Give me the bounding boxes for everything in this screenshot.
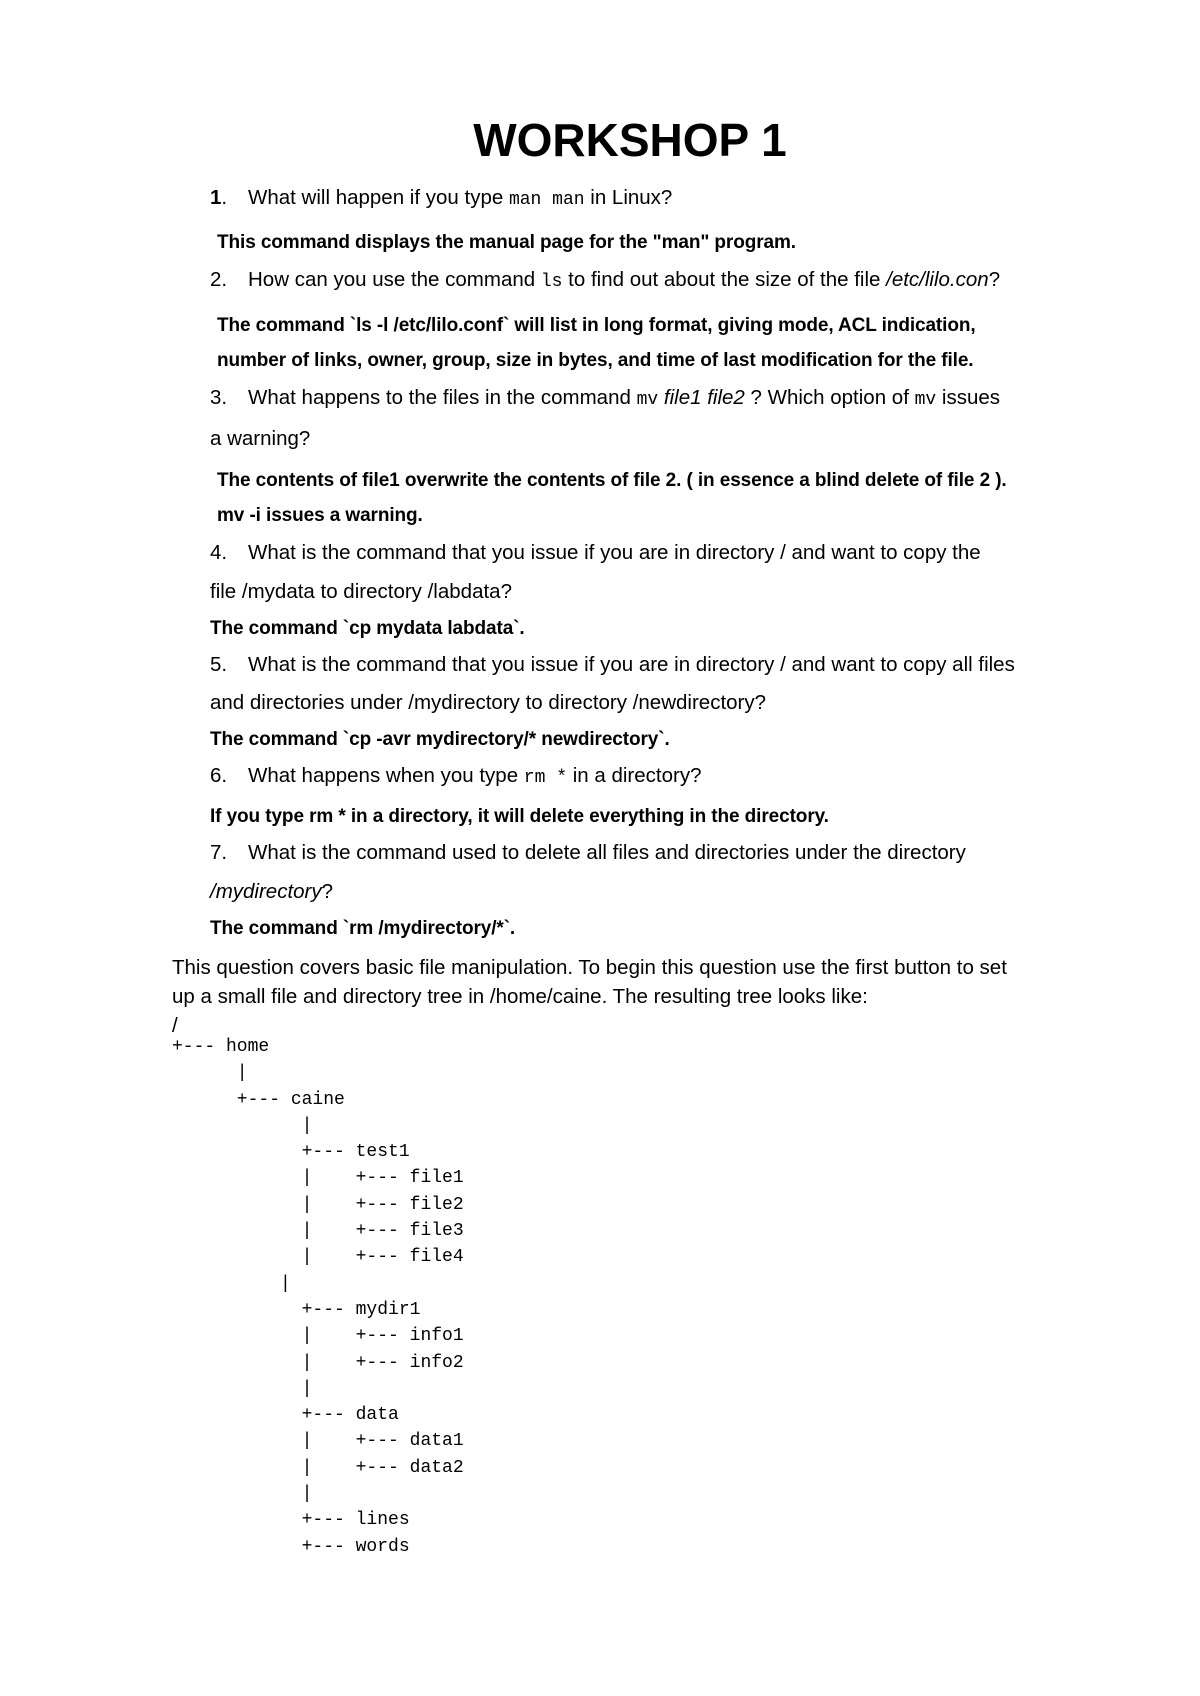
- inline-code: mv: [914, 390, 937, 410]
- question-5: [210, 653, 1015, 677]
- intro-line: up a small file and directory tree in /home/caine. The resulting tree looks like:: [172, 985, 868, 1008]
- question-text: in a directory?: [567, 764, 702, 787]
- tree-line: | +--- data2: [172, 1457, 464, 1478]
- answer-2-line-1: The command `ls -l /etc/lilo.conf` will list in long format, giving mode, ACL indication,: [217, 315, 976, 336]
- question-4-continued: file /mydata to directory /labdata?: [210, 580, 512, 603]
- italic-args: file1 file2: [658, 386, 745, 409]
- question-text: What happens when you type: [248, 764, 524, 787]
- question-text: What is the command that you issue if you are in directory / and want to copy all files: [248, 653, 1015, 676]
- question-number: 4.: [210, 541, 228, 564]
- answer-1: This command displays the manual page for the "man" program.: [217, 232, 796, 253]
- question-text: issues: [936, 386, 1001, 409]
- question-number: 5.: [210, 653, 228, 676]
- question-text: ? Which option of: [744, 386, 915, 409]
- tree-line: |: [172, 1273, 291, 1294]
- question-number: 7.: [210, 841, 228, 864]
- question-4: [210, 541, 981, 565]
- page-title: WORKSHOP 1: [473, 114, 787, 166]
- intro-paragraph: [172, 953, 1112, 1040]
- question-number: 3.: [210, 386, 228, 409]
- inline-code: rm *: [523, 768, 568, 788]
- tree-line: | +--- info1: [172, 1326, 464, 1347]
- question-text: in Linux?: [584, 186, 673, 209]
- question-text: to find out about the size of the file: [562, 268, 887, 291]
- answer-4: The command `cp mydata labdata`.: [210, 618, 525, 639]
- question-text: What happens to the files in the command: [248, 386, 637, 409]
- question-3-continued: a warning?: [210, 427, 311, 450]
- answer-2-line-2: number of links, owner, group, size in bytes, and time of last modification for the file.: [217, 350, 974, 371]
- answer-5: The command `cp -avr mydirectory/* newdirectory`.: [210, 729, 670, 750]
- tree-line: | +--- file2: [172, 1194, 464, 1215]
- answer-7: The command `rm /mydirectory/*`.: [210, 918, 516, 939]
- tree-line: |: [172, 1484, 313, 1505]
- answer-3-line-2: mv -i issues a warning.: [217, 505, 423, 526]
- tree-line: |: [172, 1115, 313, 1136]
- question-6: [210, 764, 701, 788]
- question-5-continued: and directories under /mydirectory to directory /newdirectory?: [210, 691, 767, 714]
- question-text: How can you use the command: [248, 268, 541, 291]
- tree-line: +--- lines: [172, 1510, 410, 1531]
- tree-line: | +--- file4: [172, 1247, 464, 1268]
- inline-code: ls: [540, 272, 563, 292]
- question-number: 2.: [210, 268, 228, 291]
- question-7-continued: [210, 880, 333, 904]
- tree-line: |: [172, 1063, 248, 1084]
- tree-line: | +--- data1: [172, 1431, 464, 1452]
- tree-root: /: [172, 1014, 178, 1037]
- tree-line: | +--- file1: [172, 1168, 464, 1189]
- directory-tree: [172, 1034, 464, 1560]
- tree-line: +--- words: [172, 1536, 410, 1557]
- answer-3-line-1: The contents of file1 overwrite the contents of file 2. ( in essence a blind delete of file 2 ).: [217, 470, 1007, 491]
- question-text: What will happen if you type: [248, 186, 509, 209]
- tree-line: +--- mydir1: [172, 1299, 421, 1320]
- question-text: What is the command used to delete all files and directories under the directory: [248, 841, 966, 864]
- tree-line: +--- caine: [172, 1089, 345, 1110]
- question-2: [210, 268, 1000, 292]
- file-path: /etc/lilo.con: [886, 268, 989, 291]
- question-number: 6.: [210, 764, 228, 787]
- question-7: [210, 841, 966, 865]
- tree-line: +--- data: [172, 1405, 399, 1426]
- question-text: ?: [321, 880, 334, 903]
- tree-line: | +--- file3: [172, 1221, 464, 1242]
- tree-line: +--- test1: [172, 1142, 410, 1163]
- question-3: [210, 386, 1000, 410]
- file-path: /mydirectory: [210, 880, 322, 903]
- inline-code: mv: [636, 390, 659, 410]
- question-text: ?: [988, 268, 1001, 291]
- inline-code: man man: [508, 190, 585, 210]
- answer-6: If you type rm * in a directory, it will delete everything in the directory.: [210, 806, 829, 827]
- tree-line: | +--- info2: [172, 1352, 464, 1373]
- tree-line: +--- home: [172, 1037, 270, 1057]
- question-text: What is the command that you issue if you are in directory / and want to copy the: [248, 541, 981, 564]
- intro-line: This question covers basic file manipulation. To begin this question use the first button to set: [172, 956, 1007, 979]
- tree-line: |: [172, 1378, 313, 1399]
- question-1: [210, 186, 672, 210]
- question-number: 1.: [210, 186, 228, 209]
